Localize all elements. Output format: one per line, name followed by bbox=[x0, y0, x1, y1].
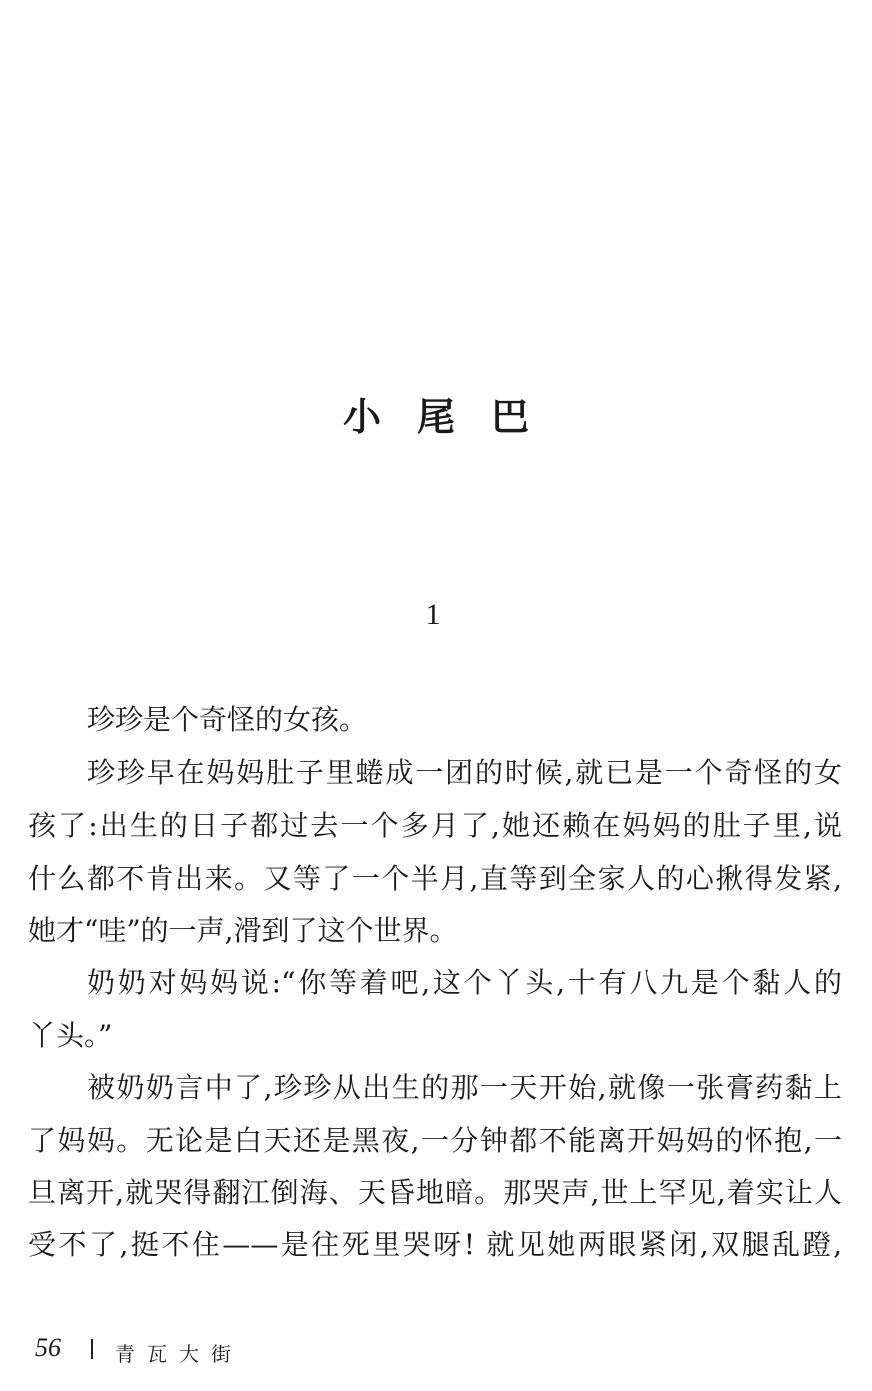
page-number: 56 bbox=[35, 1333, 61, 1362]
section-number: 1 bbox=[425, 598, 441, 631]
text-line: 孩了:出生的日子都过去一个多月了,她还赖在妈妈的肚子里,说 bbox=[28, 809, 842, 842]
text-line: 丫头。” bbox=[28, 1019, 113, 1052]
text-line: 珍珍早在妈妈肚子里蜷成一团的时候,就已是一个奇怪的女 bbox=[87, 756, 842, 789]
text-line: 旦离开,就哭得翻江倒海、天昏地暗。那哭声,世上罕见,着实让人 bbox=[28, 1176, 842, 1209]
running-book-title: 青瓦大街 bbox=[115, 1342, 243, 1366]
footer-divider bbox=[91, 1339, 93, 1359]
chapter-title: 小尾巴 bbox=[342, 395, 565, 439]
text-line: 受不了,挺不住——是往死里哭呀! 就见她两眼紧闭,双腿乱蹬, bbox=[28, 1228, 842, 1261]
text-line: 什么都不肯出来。又等了一个半月,直等到全家人的心揪得发紧, bbox=[28, 862, 842, 895]
text-line: 珍珍是个奇怪的女孩。 bbox=[87, 703, 368, 736]
text-line: 奶奶对妈妈说:“你等着吧,这个丫头,十有八九是个黏人的 bbox=[87, 966, 842, 999]
text-line: 被奶奶言中了,珍珍从出生的那一天开始,就像一张膏药黏上 bbox=[87, 1071, 842, 1104]
text-line: 她才“哇”的一声,滑到了这个世界。 bbox=[28, 914, 458, 947]
text-line: 了妈妈。无论是白天还是黑夜,一分钟都不能离开妈妈的怀抱,一 bbox=[28, 1124, 842, 1157]
